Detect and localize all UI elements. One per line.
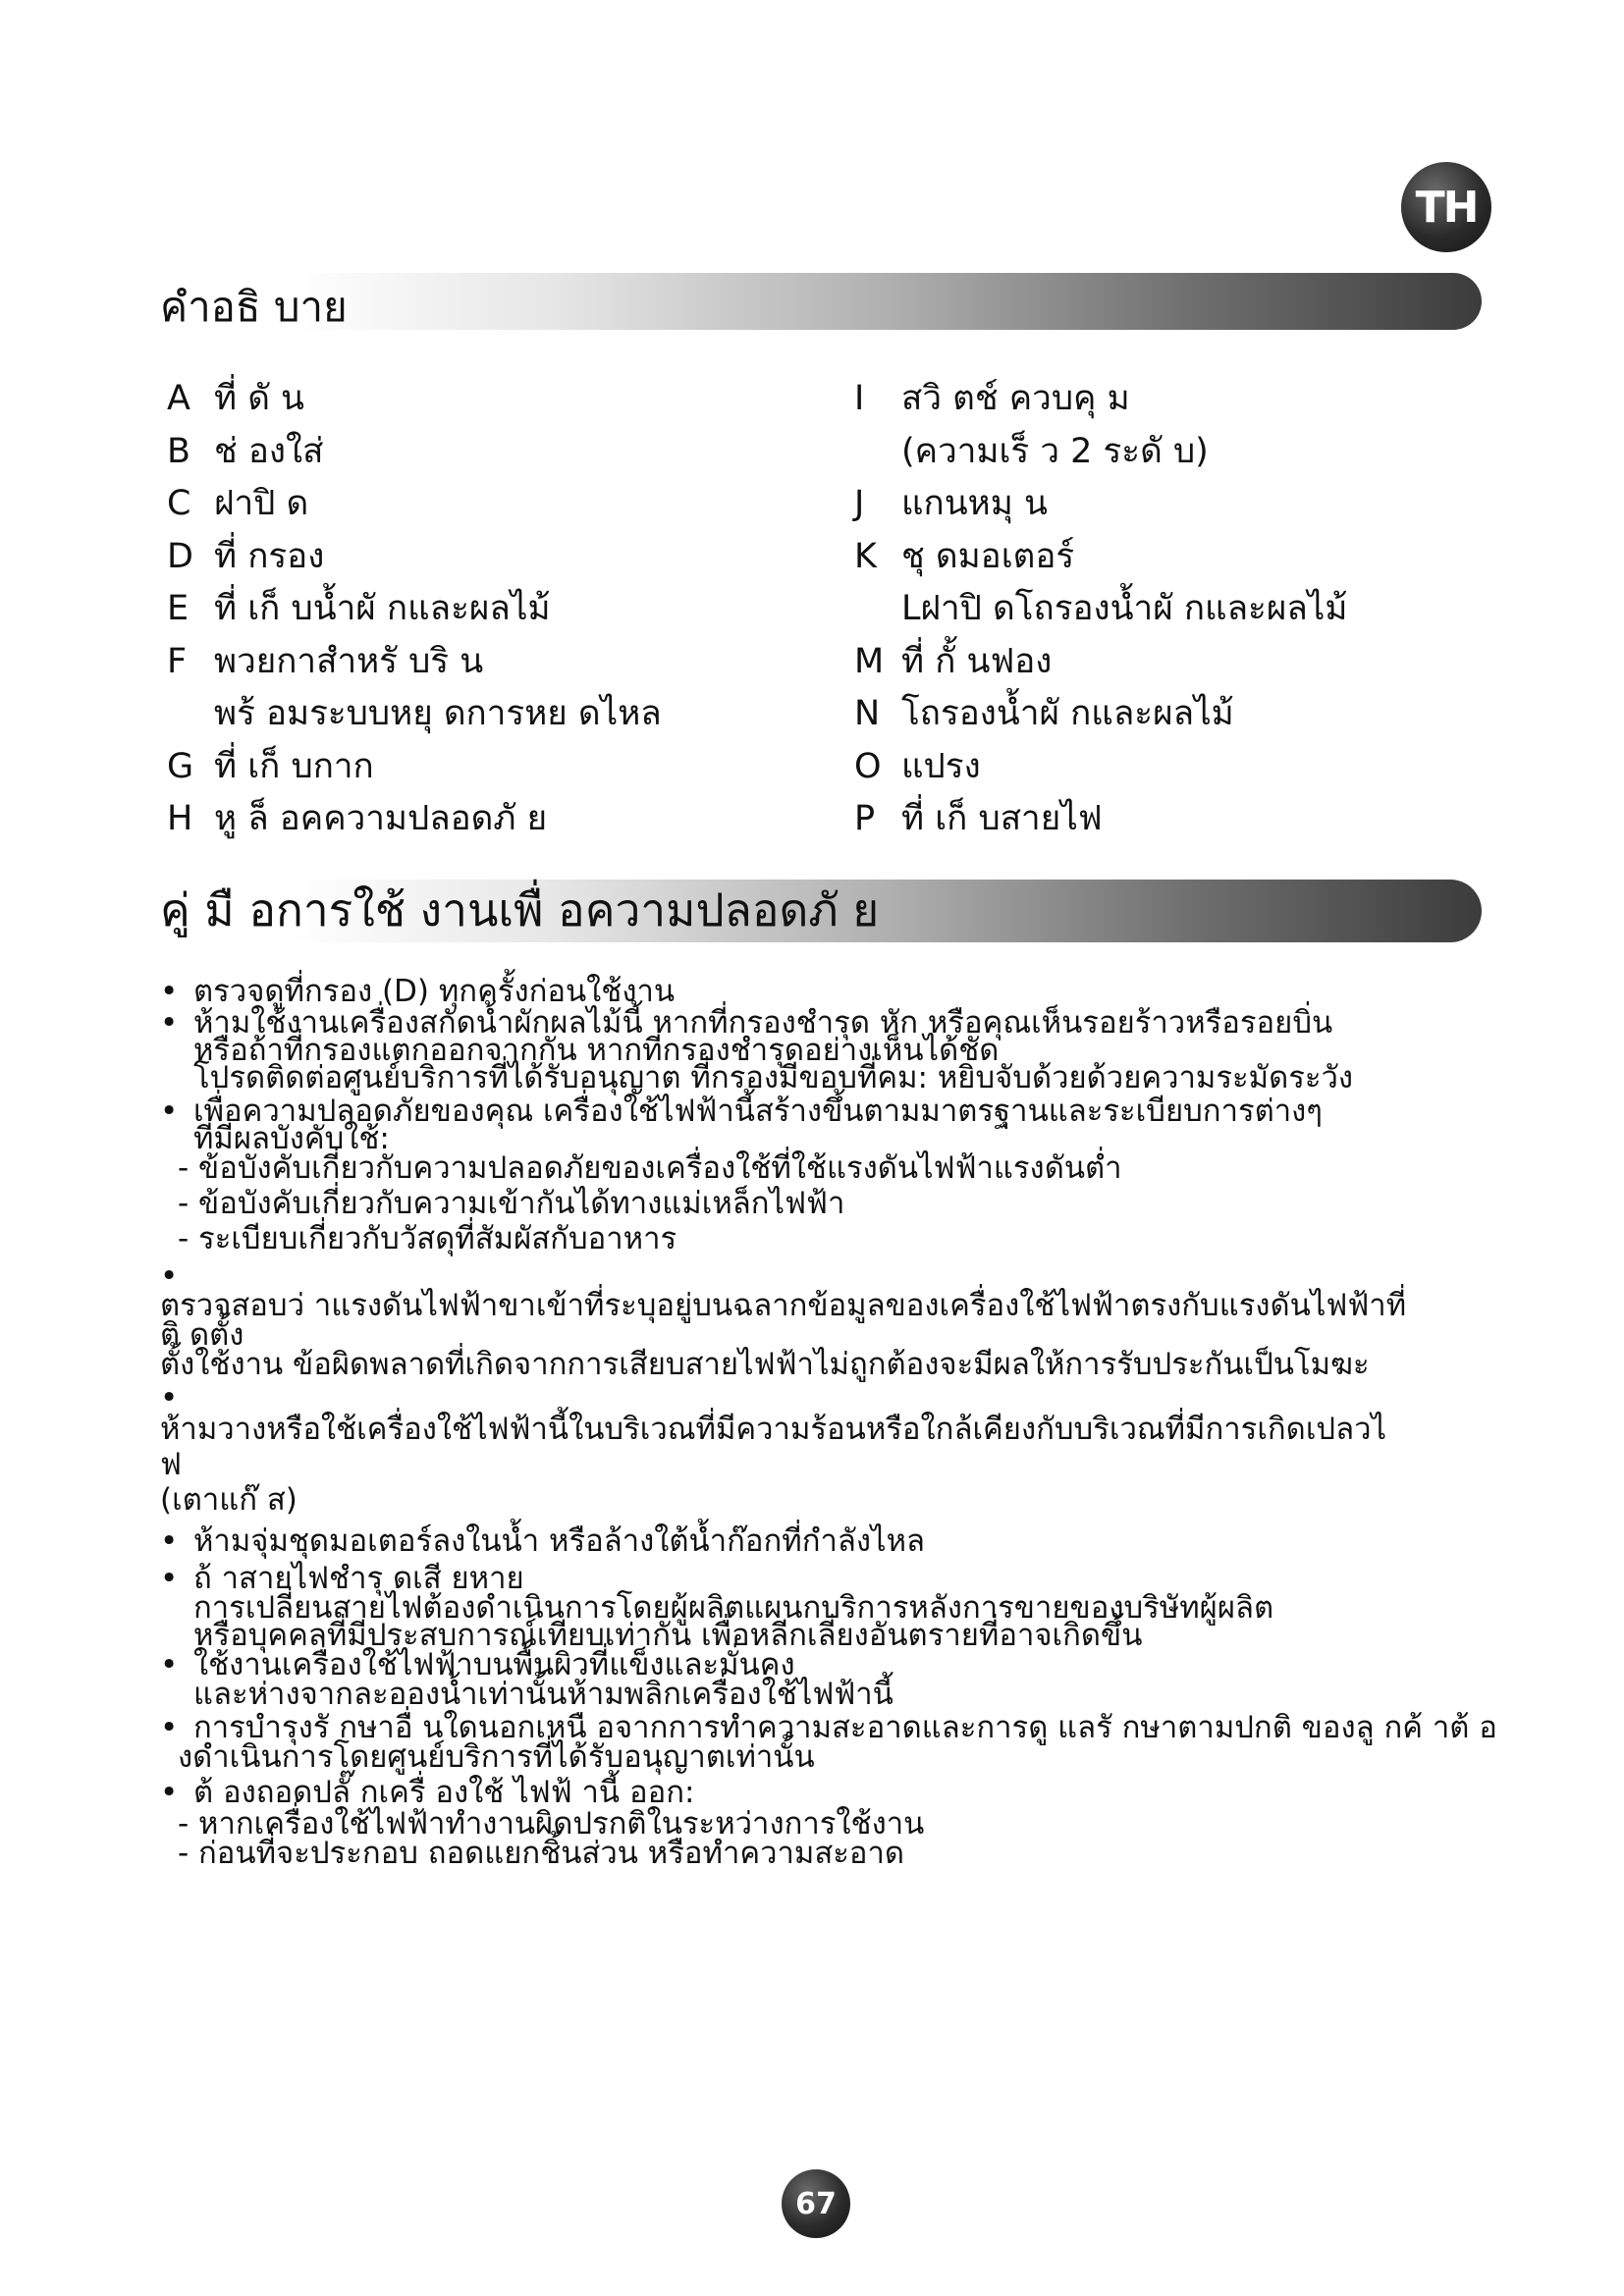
part-item <box>167 373 854 426</box>
safety-line <box>178 1806 925 1842</box>
bullet-icon: • <box>160 1647 179 1682</box>
safety-line <box>160 1482 298 1518</box>
part-letter: A <box>167 379 190 418</box>
part-item <box>167 636 854 689</box>
part-item <box>167 793 854 846</box>
part-label: ชุ ดมอเตอร์ <box>901 536 1075 576</box>
safety-text: โปรดติดต่อศูนย์บริการที่ได้รับอนุญาต ที่กรองมีขอบที่คม: หยิบจับด้วยด้วยความระมัดระวัง <box>193 1060 1354 1095</box>
safety-title: คู่ มื อการใช้ งานเพื่ อความปลอดภั ย <box>160 883 880 936</box>
part-item <box>167 583 854 636</box>
part-letter: C <box>167 484 191 523</box>
safety-text: การเปลี่ยนสายไฟต้องดำเนินการโดยผู้ผลิตแผนกบริการหลังการขายของบริษัทผู้ผลิต <box>193 1590 1274 1626</box>
part-label: ที่ เก็ บน้ำผั กและผลไม้ <box>214 589 551 628</box>
safety-text: ใช้งานเครื่องใช้ไฟฟ้าบนพื้นผิวที่แข็งและมั่นคง <box>193 1647 795 1682</box>
part-letter: P <box>854 799 876 838</box>
parts-list-right <box>854 373 1542 846</box>
bullet-icon: • <box>160 1523 179 1559</box>
page-number: 67 <box>795 2186 837 2221</box>
safety-text: ตรวจสอบว่ าแรงดันไฟฟ้าขาเข้าที่ระบุอยู่บนฉลากข้อมูลของเครื่องใช้ไฟฟ้าตรงกับแรงดันไฟฟ้าที่ <box>160 1288 1407 1323</box>
safety-text: หรือบุคคลที่มีประสบการณ์เทียบเท่ากัน เพื่อหลีกเลี่ยงอันตรายที่อาจเกิดขึ้น <box>193 1618 1143 1653</box>
part-item <box>854 636 1542 689</box>
part-item <box>167 531 854 584</box>
part-letter: O <box>854 746 882 786</box>
safety-text: - ข้อบังคับเกี่ยวกับความปลอดภัยของเครื่องใช้ที่ใช้แรงดันไฟฟ้าแรงดันต่ำ <box>178 1150 1122 1186</box>
safety-line <box>160 1412 1387 1447</box>
part-letter: N <box>854 694 881 733</box>
part-letter: D <box>167 536 193 576</box>
part-letter: M <box>854 641 885 681</box>
part-letter <box>854 583 901 636</box>
safety-text: ถ้ าสายไฟชำรุ ดเสี ยหาย <box>193 1561 524 1596</box>
safety-line <box>160 1288 1407 1323</box>
safety-line <box>160 1561 524 1596</box>
safety-text: ฟ <box>160 1447 182 1482</box>
part-item <box>854 583 1542 636</box>
bullet-icon: • <box>160 974 179 1009</box>
safety-line <box>160 1710 1497 1745</box>
part-label: ที่ กั้ นฟอง <box>901 641 1053 681</box>
safety-line <box>178 1186 845 1221</box>
safety-text: ต้ องถอดปลั๊ กเครื่ องใช้ ไฟฟ้ านี้ ออก: <box>193 1775 695 1810</box>
part-letter: I <box>854 379 865 418</box>
part-item <box>854 793 1542 846</box>
part-label: แกนหมุ น <box>901 484 1048 523</box>
safety-line <box>193 1618 1143 1653</box>
bullet-icon: • <box>160 1005 179 1041</box>
explanation-header-bar <box>160 273 1482 330</box>
safety-line <box>160 974 676 1009</box>
part-label: สวิ ตช์ ควบคุ ม <box>901 379 1130 418</box>
safety-text: - หากเครื่องใช้ไฟฟ้าทำงานผิดปรกติในระหว่างการใช้งาน <box>178 1806 925 1842</box>
safety-line <box>160 1647 795 1682</box>
part-letter: B <box>167 431 191 471</box>
safety-text: ห้ามวางหรือใช้เครื่องใช้ไฟฟ้านี้ในบริเวณที่มีความร้อนหรือใกล้เคียงกับบริเวณที่มีการเกิดเปลวไ <box>160 1412 1387 1447</box>
bullet-icon: • <box>160 1380 179 1415</box>
safety-text: และห่างจากละอองน้ำเท่านั้นห้ามพลิกเครื่องใช้ไฟฟ้านี้ <box>193 1677 893 1712</box>
part-label: พร้ อมระบบหยุ ดการหย ดไหล <box>214 694 662 733</box>
safety-text: เพื่อความปลอดภัยของคุณ เครื่องใช้ไฟฟ้านี้สร้างขึ้นตามมาตรฐานและระเบียบการต่างๆ <box>193 1094 1323 1129</box>
part-label: ที่ ดั น <box>214 379 304 418</box>
bullet-icon: • <box>160 1775 179 1810</box>
safety-line <box>178 1739 815 1775</box>
language-badge <box>1401 162 1491 252</box>
part-label: ที่ เก็ บสายไฟ <box>901 799 1103 838</box>
safety-text: การบำรุงรั กษาอื่ นใดนอกเหนื อจากการทำความสะอาดและการดู แลรั กษาตามปกติ ของลู กค้ าต้ อ <box>193 1710 1497 1745</box>
part-label: Lฝาปิ ดโถรองน้ำผั กและผลไม้ <box>901 589 1348 628</box>
safety-text: งดำเนินการโดยศูนย์บริการที่ได้รับอนุญาตเท่านั้น <box>178 1739 815 1775</box>
bullet-icon: • <box>160 1561 179 1596</box>
parts-list-left <box>167 373 854 846</box>
safety-text: - ระเบียบเกี่ยวกับวัสดุที่สัมผัสกับอาหาร <box>178 1221 677 1256</box>
part-label: ที่ เก็ บกาก <box>214 746 374 786</box>
bullet-icon: • <box>160 1094 179 1129</box>
part-item <box>854 426 1542 479</box>
part-label: (ความเร็ ว 2 ระดั บ) <box>901 431 1209 471</box>
safety-text: ห้ามจุ่มชุดมอเตอร์ลงในน้ำ หรือล้างใต้น้ำก๊อกที่กำลังไหล <box>193 1523 926 1559</box>
safety-text: ติ ดตั้ง <box>160 1317 244 1353</box>
part-letter: J <box>854 484 865 523</box>
part-letter <box>167 688 214 741</box>
safety-line <box>160 1258 193 1294</box>
part-letter: H <box>167 799 193 838</box>
part-item <box>167 478 854 531</box>
safety-line <box>193 1060 1354 1095</box>
safety-line <box>160 1380 193 1415</box>
safety-line <box>160 1317 244 1353</box>
part-label: ช่ องใส่ <box>214 431 324 471</box>
part-letter: E <box>167 589 189 628</box>
safety-line <box>193 1121 390 1156</box>
part-label: พวยกาสำหรั บริ น <box>214 641 484 681</box>
part-item <box>167 426 854 479</box>
safety-text: (เตาแก๊ ส) <box>160 1482 298 1518</box>
part-item <box>167 688 854 741</box>
safety-line <box>160 1775 695 1810</box>
part-item <box>854 688 1542 741</box>
part-label: ฝาปิ ด <box>214 484 309 523</box>
part-letter: F <box>167 641 188 681</box>
part-label: โถรองน้ำผั กและผลไม้ <box>901 694 1234 733</box>
safety-line <box>160 1347 1370 1382</box>
part-item <box>854 478 1542 531</box>
part-label: แปรง <box>901 746 981 786</box>
part-item <box>167 741 854 794</box>
part-item <box>854 741 1542 794</box>
safety-line <box>193 1677 893 1712</box>
safety-text: - ข้อบังคับเกี่ยวกับความเข้ากันได้ทางแม่เหล็กไฟฟ้า <box>178 1186 845 1221</box>
safety-text: ตั้งใช้งาน ข้อผิดพลาดที่เกิดจากการเสียบสายไฟฟ้าไม่ถูกต้องจะมีผลให้การรับประกันเป็นโมฆะ <box>160 1347 1370 1382</box>
safety-line <box>160 1523 926 1559</box>
bullet-icon: • <box>160 1258 179 1294</box>
part-label: ที่ กรอง <box>214 536 325 576</box>
safety-text: ที่มีผลบังคับใช้: <box>193 1121 390 1156</box>
safety-line <box>178 1150 1122 1186</box>
safety-text: หรือถ้าที่กรองแตกออกจากกัน หากที่กรองชำรุดอย่างเห็นได้ชัด <box>193 1033 1000 1068</box>
part-label: หู ล็ อคความปลอดภั ย <box>214 799 548 838</box>
safety-line <box>178 1221 677 1256</box>
part-letter <box>854 426 901 479</box>
bullet-icon: • <box>160 1710 179 1745</box>
safety-text: - ก่อนที่จะประกอบ ถอดแยกชิ้นส่วน หรือทำความสะอาด <box>178 1836 905 1871</box>
part-item <box>854 531 1542 584</box>
part-letter: G <box>167 746 194 786</box>
part-letter: K <box>854 536 877 576</box>
page-number-badge <box>782 2169 850 2238</box>
safety-text: ตรวจดูที่กรอง (D) ทุกครั้งก่อนใช้งาน <box>193 974 676 1009</box>
safety-line <box>178 1836 905 1871</box>
safety-text: ห้ามใช้งานเครื่องสกัดน้ำผักผลไม้นี้ หากที่กรองชำรุด หัก หรือคุณเห็นรอยร้าวหรือรอยบิ่น <box>193 1005 1333 1041</box>
part-item <box>854 373 1542 426</box>
safety-line <box>160 1447 182 1482</box>
language-badge-label: TH <box>1415 182 1478 233</box>
explanation-title: คำอธิ บาย <box>160 283 348 331</box>
